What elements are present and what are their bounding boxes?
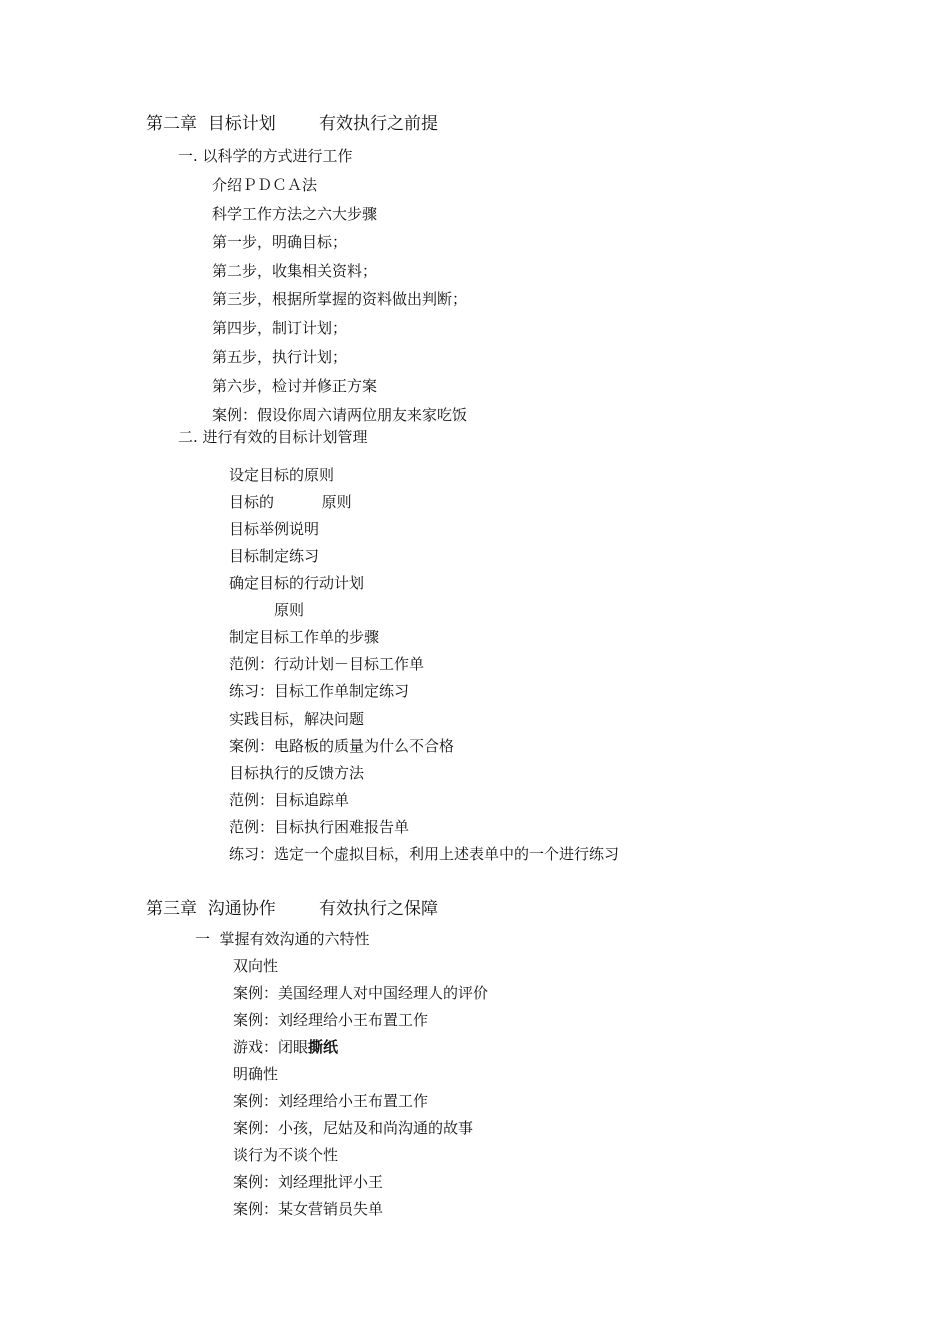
list-item — [233, 1040, 338, 1055]
list-item: 第五步，执行计划； — [212, 348, 348, 366]
list-item: 案例：刘经理批评小王 — [233, 1173, 384, 1191]
chapter-3-heading: 第三章 沟通协作 有效执行之保障 — [146, 899, 439, 919]
list-item: 科学工作方法之六大步骤 — [212, 205, 378, 223]
list-item: 练习：选定一个虚拟目标，利用上述表单中的一个进行练习 — [229, 845, 620, 863]
list-item: 案例：假设你周六请两位朋友来家吃饭 — [212, 406, 468, 424]
list-item: 原则 — [274, 601, 305, 619]
list-item: 案例：小孩，尼姑及和尚沟通的故事 — [233, 1119, 474, 1137]
list-item: 案例：某女营销员失单 — [233, 1200, 384, 1218]
list-item: 第六步，检讨并修正方案 — [212, 377, 378, 395]
chapter-2-heading: 第二章 目标计划 有效执行之前提 — [146, 114, 439, 134]
list-item: 第三步，根据所掌握的资料做出判断； — [212, 290, 468, 308]
list-item: 制定目标工作单的步骤 — [229, 628, 380, 646]
game-label: 游戏：闭眼 — [233, 1038, 309, 1056]
list-item: 确定目标的行动计划 — [229, 574, 365, 592]
chapter-2-section-2-title: 二. 进行有效的目标计划管理 — [178, 428, 368, 446]
list-item: 目标的 原则 — [229, 493, 352, 511]
list-item: 介绍ＰＤＣＡ法 — [212, 176, 318, 194]
list-item: 双向性 — [233, 957, 279, 975]
chapter-3-section-1-title: 一 掌握有效沟通的六特性 — [195, 930, 370, 948]
chapter-2-section-1-title: 一. 以科学的方式进行工作 — [178, 147, 353, 165]
list-item: 明确性 — [233, 1065, 279, 1083]
list-item: 第二步，收集相关资料； — [212, 262, 378, 280]
list-item: 案例：刘经理给小王布置工作 — [233, 1011, 429, 1029]
list-item: 谈行为不谈个性 — [233, 1146, 339, 1164]
list-item: 第一步，明确目标； — [212, 233, 348, 251]
list-item: 目标执行的反馈方法 — [229, 764, 365, 782]
list-item: 练习：目标工作单制定练习 — [229, 682, 410, 700]
list-item: 目标举例说明 — [229, 520, 320, 538]
list-item: 案例：刘经理给小王布置工作 — [233, 1092, 429, 1110]
list-item: 目标制定练习 — [229, 547, 320, 565]
game-bold-text: 撕纸 — [308, 1038, 339, 1056]
list-item: 第四步，制订计划； — [212, 319, 348, 337]
list-item: 范例：目标追踪单 — [229, 791, 350, 809]
list-item: 设定目标的原则 — [229, 466, 335, 484]
list-item: 案例：电路板的质量为什么不合格 — [229, 737, 455, 755]
list-item: 范例：目标执行困难报告单 — [229, 818, 410, 836]
list-item: 实践目标，解决问题 — [229, 710, 365, 728]
list-item: 范例：行动计划－目标工作单 — [229, 655, 425, 673]
list-item: 案例：美国经理人对中国经理人的评价 — [233, 984, 489, 1002]
